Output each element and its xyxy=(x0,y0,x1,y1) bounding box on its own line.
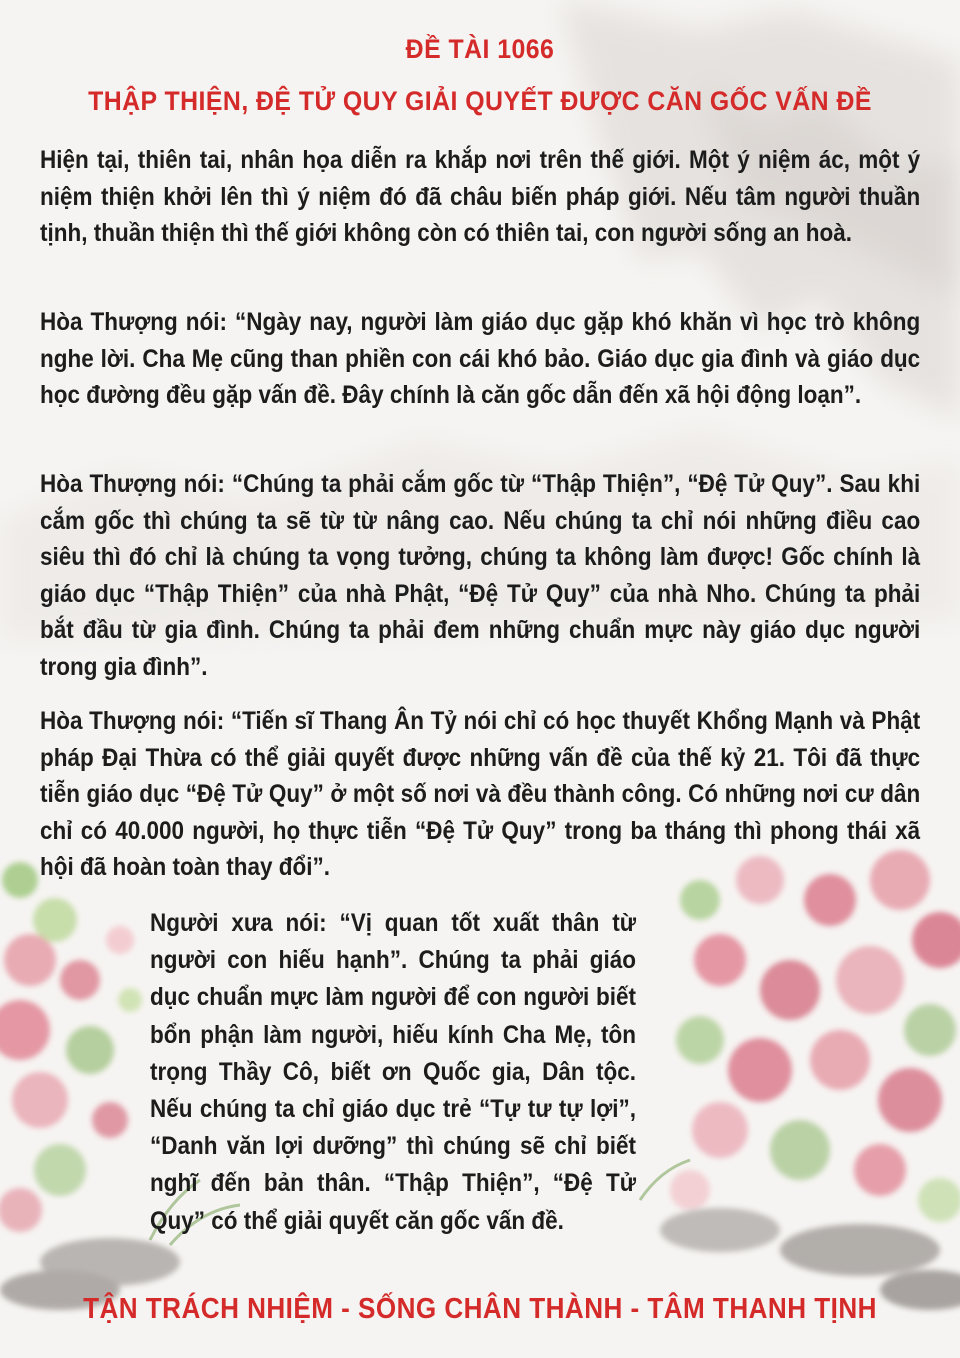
paragraph-5-quote: Người xưa nói: “Vị quan tốt xuất thân từ người con hiếu hạnh”. Chúng ta phải giáo dục chuẩn mực làm người để con người biết bổn phận làm người, hiếu kính Cha Mẹ, tôn trọng Thầy Cô, biết ơn Quốc gia, Dân tộc. Nếu chúng ta chỉ giáo dục trẻ “Tự tư tự lợi”, “Danh văn lợi dưỡng” thì chúng sẽ chỉ biết nghĩ đến bản thân. “Thập Thiện”, “Đệ Tử Quy” có thể giải quyết căn gốc vấn đề. xyxy=(150,909,636,1235)
paragraph-2: Hòa Thượng nói: “Ngày nay, người làm giáo dục gặp khó khăn vì học trò không nghe lời. Cha Mẹ cũng than phiền con cái khó bảo. Giáo dục gia đình và giáo dục học đường đều gặp vấn đề. Đây chính là căn gốc dẫn đến xã hội động loạn”. xyxy=(40,308,921,409)
paragraph-1: Hiện tại, thiên tai, nhân họa diễn ra khắp nơi trên thế giới. Một ý niệm ác, một ý niệm thiện khởi lên thì ý niệm đó đã châu biến pháp giới. Nếu tâm người thuần tịnh, thuần thiện thì thế giới không còn có thiên tai, con người sống an hoà. xyxy=(40,146,921,247)
page-title: THẬP THIỆN, ĐỆ TỬ QUY GIẢI QUYẾT ĐƯỢC CĂN GỐC VẤN ĐỀ xyxy=(88,86,872,116)
paragraph-3: Hòa Thượng nói: “Chúng ta phải cắm gốc từ “Thập Thiện”, “Đệ Tử Quy”. Sau khi cắm gốc thì chúng ta sẽ từ từ nâng cao. Nếu chúng ta chỉ nói những điều cao siêu thì đó chỉ là chúng ta vọng tưởng, chúng ta không làm được! Gốc chính là giáo dục “Thập Thiện” của nhà Phật, “Đệ Tử Quy” của nhà Nho. Chúng ta phải bắt đầu từ gia đình. Chúng ta phải đem những chuẩn mực này giáo dục người trong gia đình”. xyxy=(40,470,921,681)
topic-heading: ĐỀ TÀI 1066 xyxy=(405,34,555,64)
footer-motto: TẬN TRÁCH NHIỆM - SỐNG CHÂN THÀNH - TÂM THANH TỊNH xyxy=(83,1293,877,1325)
flower-bush-right xyxy=(670,850,960,1222)
flower-bush-left xyxy=(0,862,142,1232)
paragraph-4: Hòa Thượng nói: “Tiến sĩ Thang Ân Tỷ nói chỉ có học thuyết Khổng Mạnh và Phật pháp Đại Thừa có thể giải quyết được những vấn đề của thế kỷ 21. Tôi đã thực tiễn giáo dục “Đệ Tử Quy” ở một số nơi và đều thành công. Có những nơi cư dân chỉ có 40.000 người, họ thực tiễn “Đệ Tử Quy” trong ba tháng thì phong thái xã hội đã hoàn toàn thay đổi”. xyxy=(40,707,921,881)
